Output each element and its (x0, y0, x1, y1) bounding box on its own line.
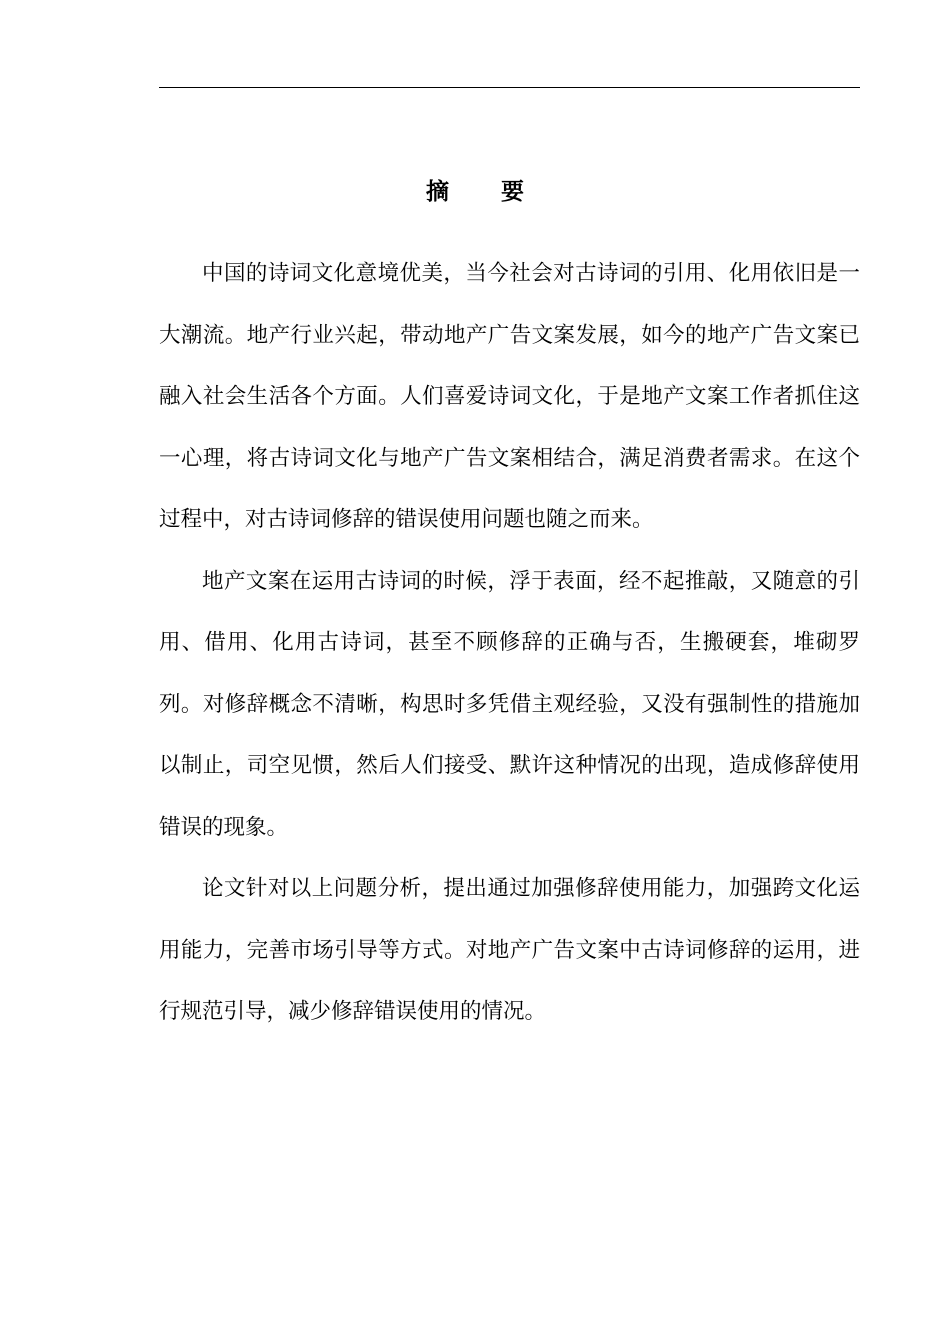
abstract-paragraph-2: 地产文案在运用古诗词的时候，浮于表面，经不起推敲，又随意的引用、借用、化用古诗词，甚至不顾修辞的正确与否，生搬硬套，堆砌罗列。对修辞概念不清晰，构思时多凭借主观经验，又没有强制性的措施加以制止，司空见惯，然后人们接受、默许这种情况的出现，造成修辞使用错误的现象。 (159, 568, 860, 840)
abstract-paragraph-1: 中国的诗词文化意境优美，当今社会对古诗词的引用、化用依旧是一大潮流。地产行业兴起，带动地产广告文案发展，如今的地产广告文案已融入社会生活各个方面。人们喜爱诗词文化，于是地产文案工作者抓住这一心理，将古诗词文化与地产广告文案相结合，满足消费者需求。在这个过程中，对古诗词修辞的错误使用问题也随之而来。 (159, 261, 860, 532)
abstract-paragraph-3: 论文针对以上问题分析，提出通过加强修辞使用能力，加强跨文化运用能力，完善市场引导等方式。对地产广告文案中古诗词修辞的运用，进行规范引导，减少修辞错误使用的情况。 (159, 876, 860, 1024)
title-char-1: 摘 (426, 179, 449, 205)
abstract-body (159, 243, 860, 1043)
title-char-2: 要 (501, 179, 524, 205)
page-title (0, 174, 950, 210)
header-rule (159, 87, 860, 88)
